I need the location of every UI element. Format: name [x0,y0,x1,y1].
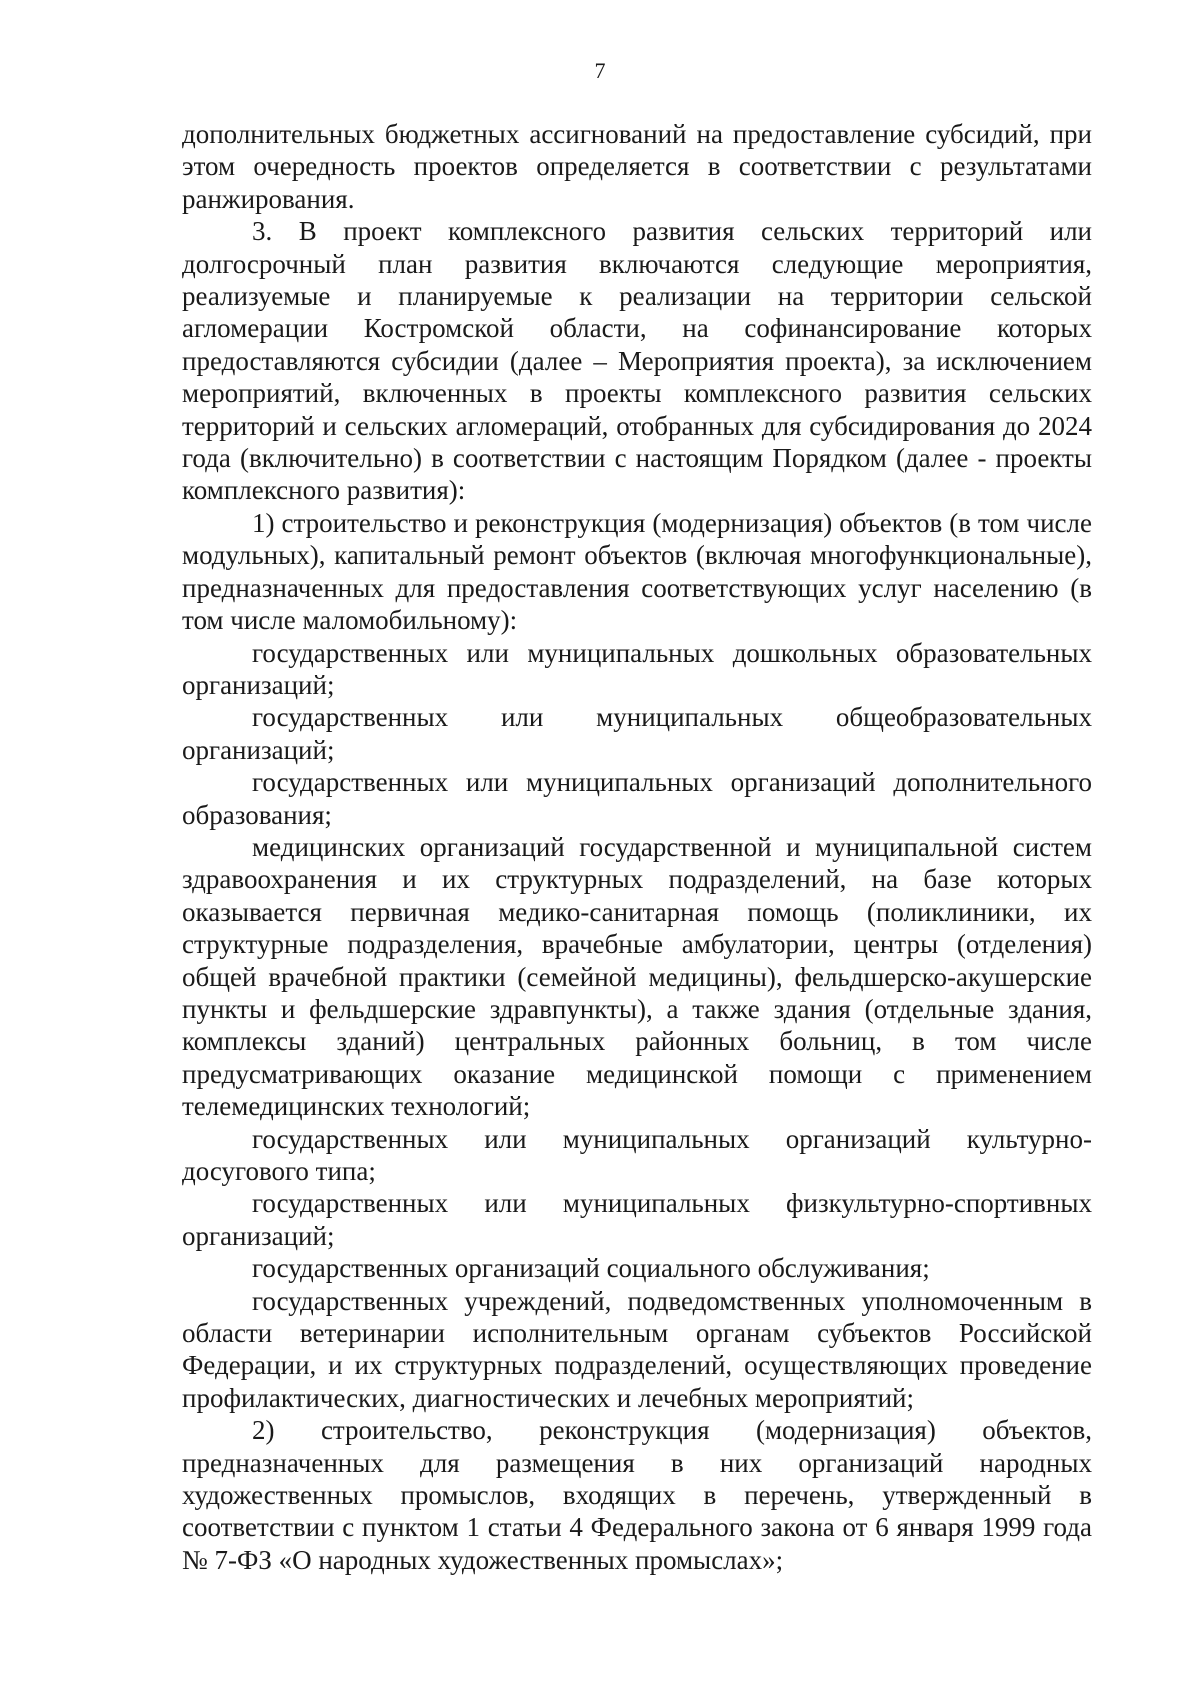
page-number: 7 [594,58,606,83]
list-item-general-education: государственных или муниципальных общеобразовательных организаций; [182,702,1092,765]
list-item-preschool: государственных или муниципальных дошкольных образовательных организаций; [182,637,1092,700]
list-item-veterinary: государственных учреждений, подведомственных уполномоченным в области ветеринарии исполнительным органам субъектов Российской Федерации, и их структурных подразделений, осуществляющих проведение профилактических, диагностических и лечебных мероприятий; [182,1285,1092,1413]
document-body [182,118,1092,1576]
paragraph-subitem-2: 2) строительство, реконструкция (модернизация) объектов, предназначенных для размещения в них организаций народных художественных промыслов, входящих в перечень, утвержденный в соответствии с пунктом 1 статьи 4 Федерального закона от 6 января 1999 года № 7-ФЗ «О народных художественных промыслах»; [182,1415,1092,1575]
list-item-sports: государственных или муниципальных физкультурно-спортивных организаций; [182,1188,1092,1251]
list-item-cultural: государственных или муниципальных организаций культурно-досугового типа; [182,1123,1092,1186]
paragraph-subitem-1: 1) строительство и реконструкция (модернизация) объектов (в том числе модульных), капитальный ремонт объектов (включая многофункциональные), предназначенных для предоставления соответствующих услуг населению (в том числе маломобильному): [182,507,1092,636]
paragraph-item-3: 3. В проект комплексного развития сельских территорий или долгосрочный план развития включаются следующие мероприятия, реализуемые и планируемые к реализации на территории сельской агломерации Костромской области, на софинансирование которых предоставляются субсидии (далее – Мероприятия проекта), за исключением мероприятий, включенных в проекты комплексного развития сельских территорий и сельских агломераций, отобранных для субсидирования до 2024 года (включительно) в соответствии с настоящим Порядком (далее - проекты комплексного развития): [182,216,1092,506]
paragraph-continuation: дополнительных бюджетных ассигнований на предоставление субсидий, при этом очередность проектов определяется в соответствии с результатами ранжирования. [182,119,1092,214]
list-item-additional-education: государственных или муниципальных организаций дополнительного образования; [182,767,1092,830]
list-item-social: государственных организаций социального обслуживания; [252,1253,930,1284]
list-item-medical: медицинских организаций государственной и муниципальной систем здравоохранения и их структурных подразделений, на базе которых оказывается первичная медико-санитарная помощь (поликлиники, их структурные подразделения, врачебные амбулатории, центры (отделения) общей врачебной практики (семейной медицины), фельдшерско-акушерские пункты и фельдшерские здравпункты), а также здания (отдельные здания, комплексы зданий) центральных районных больниц, в том числе предусматривающих оказание медицинской помощи с применением телемедицинских технологий; [182,831,1092,1122]
